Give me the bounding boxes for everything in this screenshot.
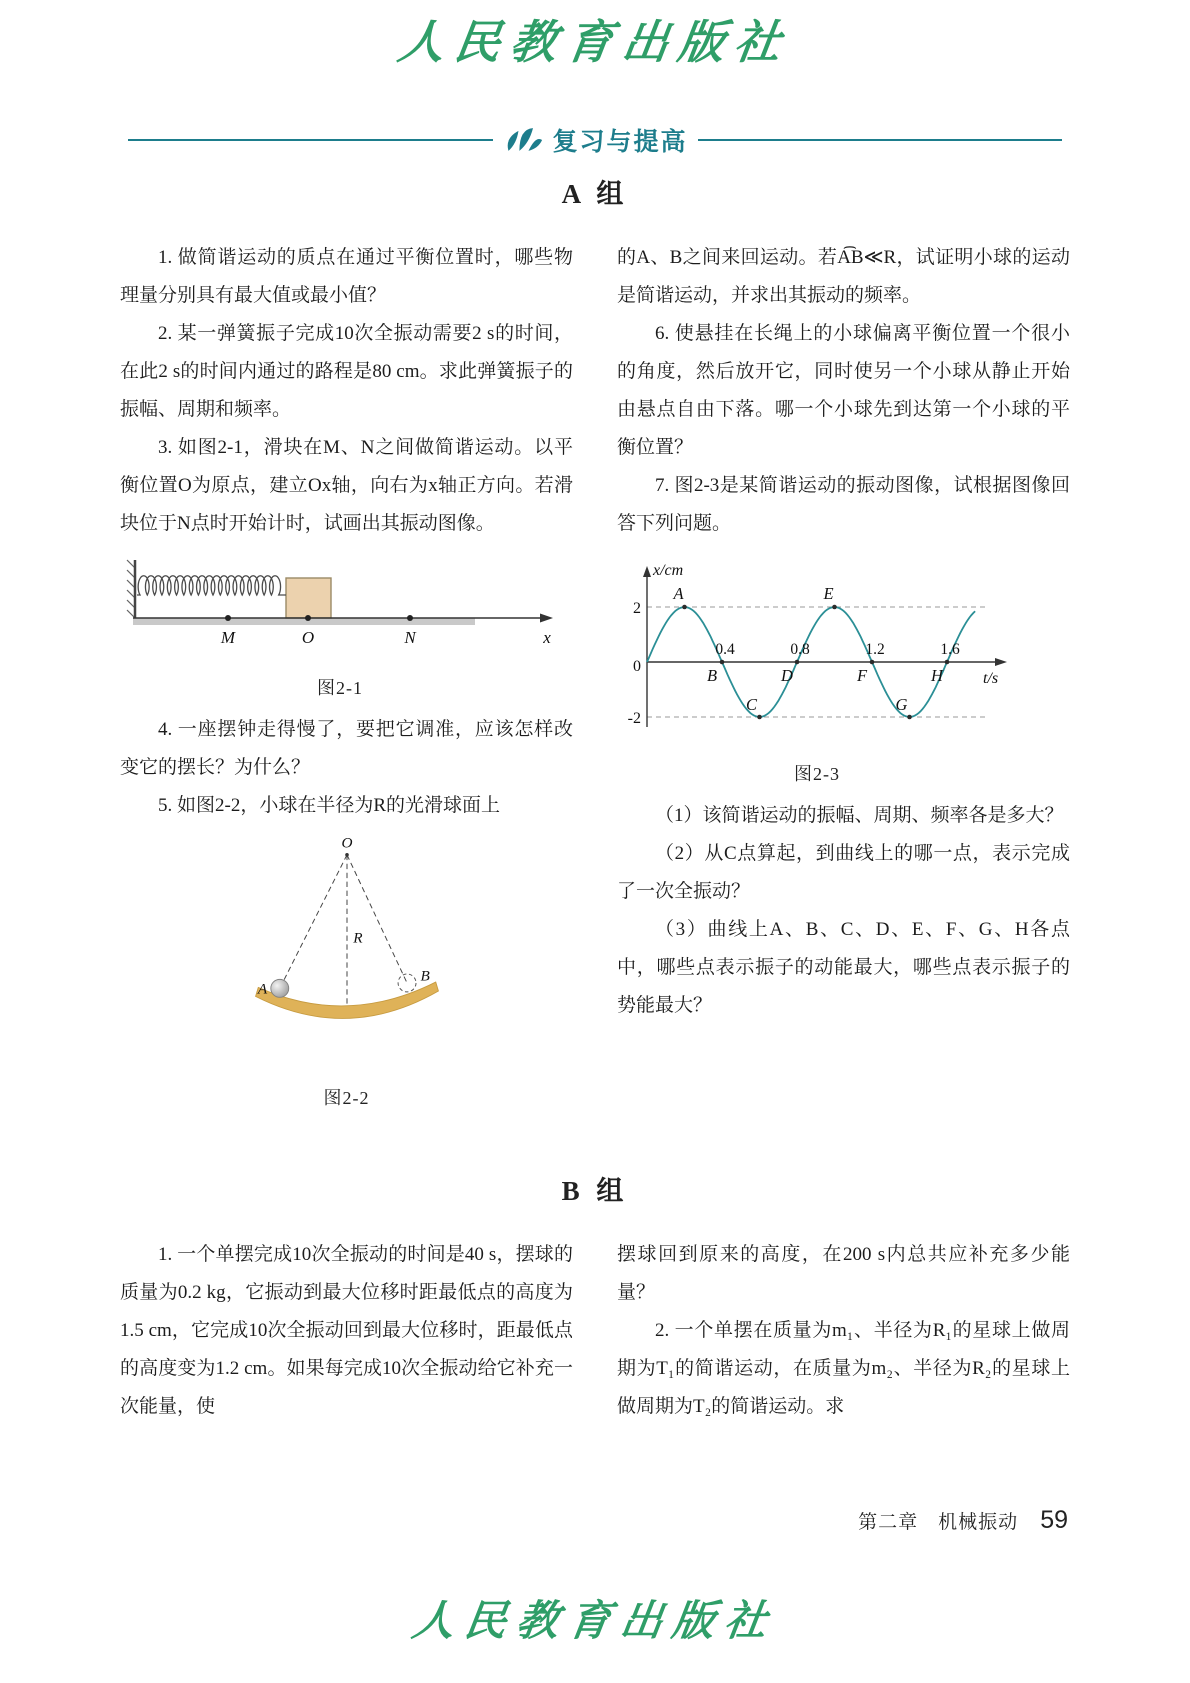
label-O-center: O: [341, 835, 352, 852]
footer-page-number: 59: [1040, 1506, 1068, 1534]
sub-question-1: （1）该简谐运动的振幅、周期、频率各是多大？: [655, 805, 1064, 826]
radius-dashed-lines: [279, 855, 406, 1007]
figure-2-1-caption: 图2-1: [317, 678, 363, 698]
band-title: 复习与提高: [552, 128, 688, 156]
label-A-position: A: [257, 980, 267, 998]
page-body: [120, 172, 1070, 1426]
ground-strip: [133, 618, 475, 625]
problem-b-2: 2. 一个单摆在质量为m₁、半径为R₁的星球上做周期为T₁的简谐运动，在质量为m₂、半径为R₂的星球上做周期为T₂的简谐运动。求: [617, 1320, 1070, 1417]
x-tick-label-0.4: 0.4: [715, 641, 735, 658]
x-tick-label-1.2: 1.2: [865, 641, 885, 658]
x-tick-label-1.6: 1.6: [940, 641, 960, 658]
section-a-columns: [120, 239, 1070, 1123]
y-tick-neg2: -2: [627, 710, 641, 727]
data-point-F: [870, 660, 875, 665]
figure-2-3-caption: 图2-3: [794, 764, 840, 784]
y-axis-arrow: [643, 566, 651, 577]
review-band: [128, 122, 1062, 158]
t-axis-label: t/s: [983, 670, 999, 687]
problem-a-6: 6. 使悬挂在长绳上的小球偏离平衡位置一个很小的角度，然后放开它，同时使另一个小球从静止开始由悬点自由下落。哪一个小球先到达第一个小球的平衡位置？: [617, 323, 1070, 458]
figure-2-2-caption: 图2-2: [323, 1088, 370, 1108]
ball: [270, 979, 288, 997]
x-tick-label-0.8: 0.8: [790, 641, 810, 658]
point-label-C: C: [745, 695, 758, 714]
section-a-heading: A 组: [561, 179, 629, 209]
band-rule-right: [698, 139, 1063, 141]
label-N: N: [404, 628, 416, 647]
label-B-position: B: [419, 967, 430, 985]
data-point-G: [907, 715, 912, 720]
data-point-A: [682, 605, 687, 610]
point-label-H: H: [931, 666, 943, 685]
data-point-D: [795, 660, 800, 665]
sub-question-2: （2）从C点算起，到曲线上的哪一点，表示完成了一次全振动？: [617, 843, 1070, 902]
footer-chapter-title: 第二章 机械振动: [858, 1512, 1019, 1533]
data-point-H: [945, 660, 950, 665]
label-R-radius: R: [352, 929, 363, 947]
label-M: M: [220, 628, 236, 647]
y-tick-0: 0: [633, 658, 641, 675]
point-label-F: F: [856, 666, 868, 685]
problem-b-1-continued: 摆球回到原来的高度，在200 s内总共应补充多少能量？: [617, 1244, 1070, 1303]
data-point-B: [720, 660, 725, 665]
section-a-right-column: [617, 239, 1070, 1123]
point-label-A: A: [673, 584, 684, 603]
problem-a-1: 1. 做简谐运动的质点在通过平衡位置时，哪些物理量分别具有最大值或最小值？: [120, 247, 573, 306]
section-b-right-column: [617, 1236, 1070, 1426]
point-label-D: D: [781, 666, 793, 685]
problem-a-3: 3. 如图2-1，滑块在M、N之间做简谐运动。以平衡位置O为原点，建立Ox轴，向右为x轴正方向。若滑块位于N点时开始计时，试画出其振动图像。: [120, 437, 573, 534]
figure-2-1: [120, 555, 560, 707]
x-axis-arrow: [540, 614, 553, 623]
point-M-marker: [225, 615, 231, 621]
section-b-heading: B 组: [561, 1176, 629, 1206]
section-a-left-column: [120, 239, 573, 1123]
t-axis-arrow: [995, 658, 1007, 666]
spring-coil: [137, 576, 286, 595]
ball-ghost-outline: [398, 974, 416, 992]
problem-b-1: 1. 一个单摆完成10次全振动的时间是40 s，摆球的质量为0.2 kg，它振动到最大位移时距最低点的高度为1.5 cm，它完成10次全振动回到最大位移时，距最低点的高度变为1.2 cm。如果每完成10次全振动给它补充一次能量，使: [120, 1244, 573, 1417]
spring-block-diagram: [120, 555, 560, 651]
point-O-marker: [305, 615, 311, 621]
problem-a-5-continued: 的A、B之间来回运动。若A͡B≪R，试证明小球的运动是简谐运动，并求出其振动的频率。: [617, 247, 1070, 306]
page-footer: [858, 1506, 1068, 1535]
label-x-axis: x: [543, 628, 551, 647]
label-O: O: [301, 628, 315, 647]
section-b-columns: [120, 1236, 1070, 1426]
problem-a-7: 7. 图2-3是某简谐运动的振动图像，试根据图像回答下列问题。: [617, 475, 1070, 534]
data-point-E: [832, 605, 837, 610]
point-label-E: E: [823, 584, 834, 603]
problem-a-4: 4. 一座摆钟走得慢了，要把它调准，应该怎样改变它的摆长？为什么？: [120, 719, 573, 778]
y-tick-2: 2: [633, 600, 641, 617]
point-label-G: G: [895, 695, 908, 714]
problem-a-5: 5. 如图2-2，小球在半径为R的光滑球面上: [158, 795, 501, 816]
sub-question-3: （3）曲线上A、B、C、D、E、F、G、H各点中，哪些点表示振子的动能最大，哪些点表示振子的势能最大？: [617, 919, 1070, 1016]
publisher-calligraphy-top: 人民教育出版社: [394, 15, 795, 69]
slider-block: [286, 578, 331, 618]
section-b-left-column: [120, 1236, 573, 1426]
problem-a-2: 2. 某一弹簧振子完成10次全振动需要2 s的时间，在此2 s的时间内通过的路程是80 cm。求此弹簧振子的振幅、周期和频率。: [120, 323, 573, 420]
sphere-center-point: [345, 853, 349, 857]
figure-2-2: [226, 835, 468, 1117]
figure-2-3: [617, 557, 1017, 793]
publisher-calligraphy-bottom: 人民教育出版社: [409, 1596, 781, 1645]
vibration-graph: [617, 557, 1017, 737]
pep-logo-icon: [503, 125, 543, 155]
data-point-C: [757, 715, 762, 720]
ball-on-sphere-diagram: [226, 835, 468, 1061]
band-rule-left: [128, 139, 493, 141]
point-label-B: B: [706, 666, 718, 685]
point-N-marker: [407, 615, 413, 621]
y-axis-label: x/cm: [653, 562, 684, 579]
